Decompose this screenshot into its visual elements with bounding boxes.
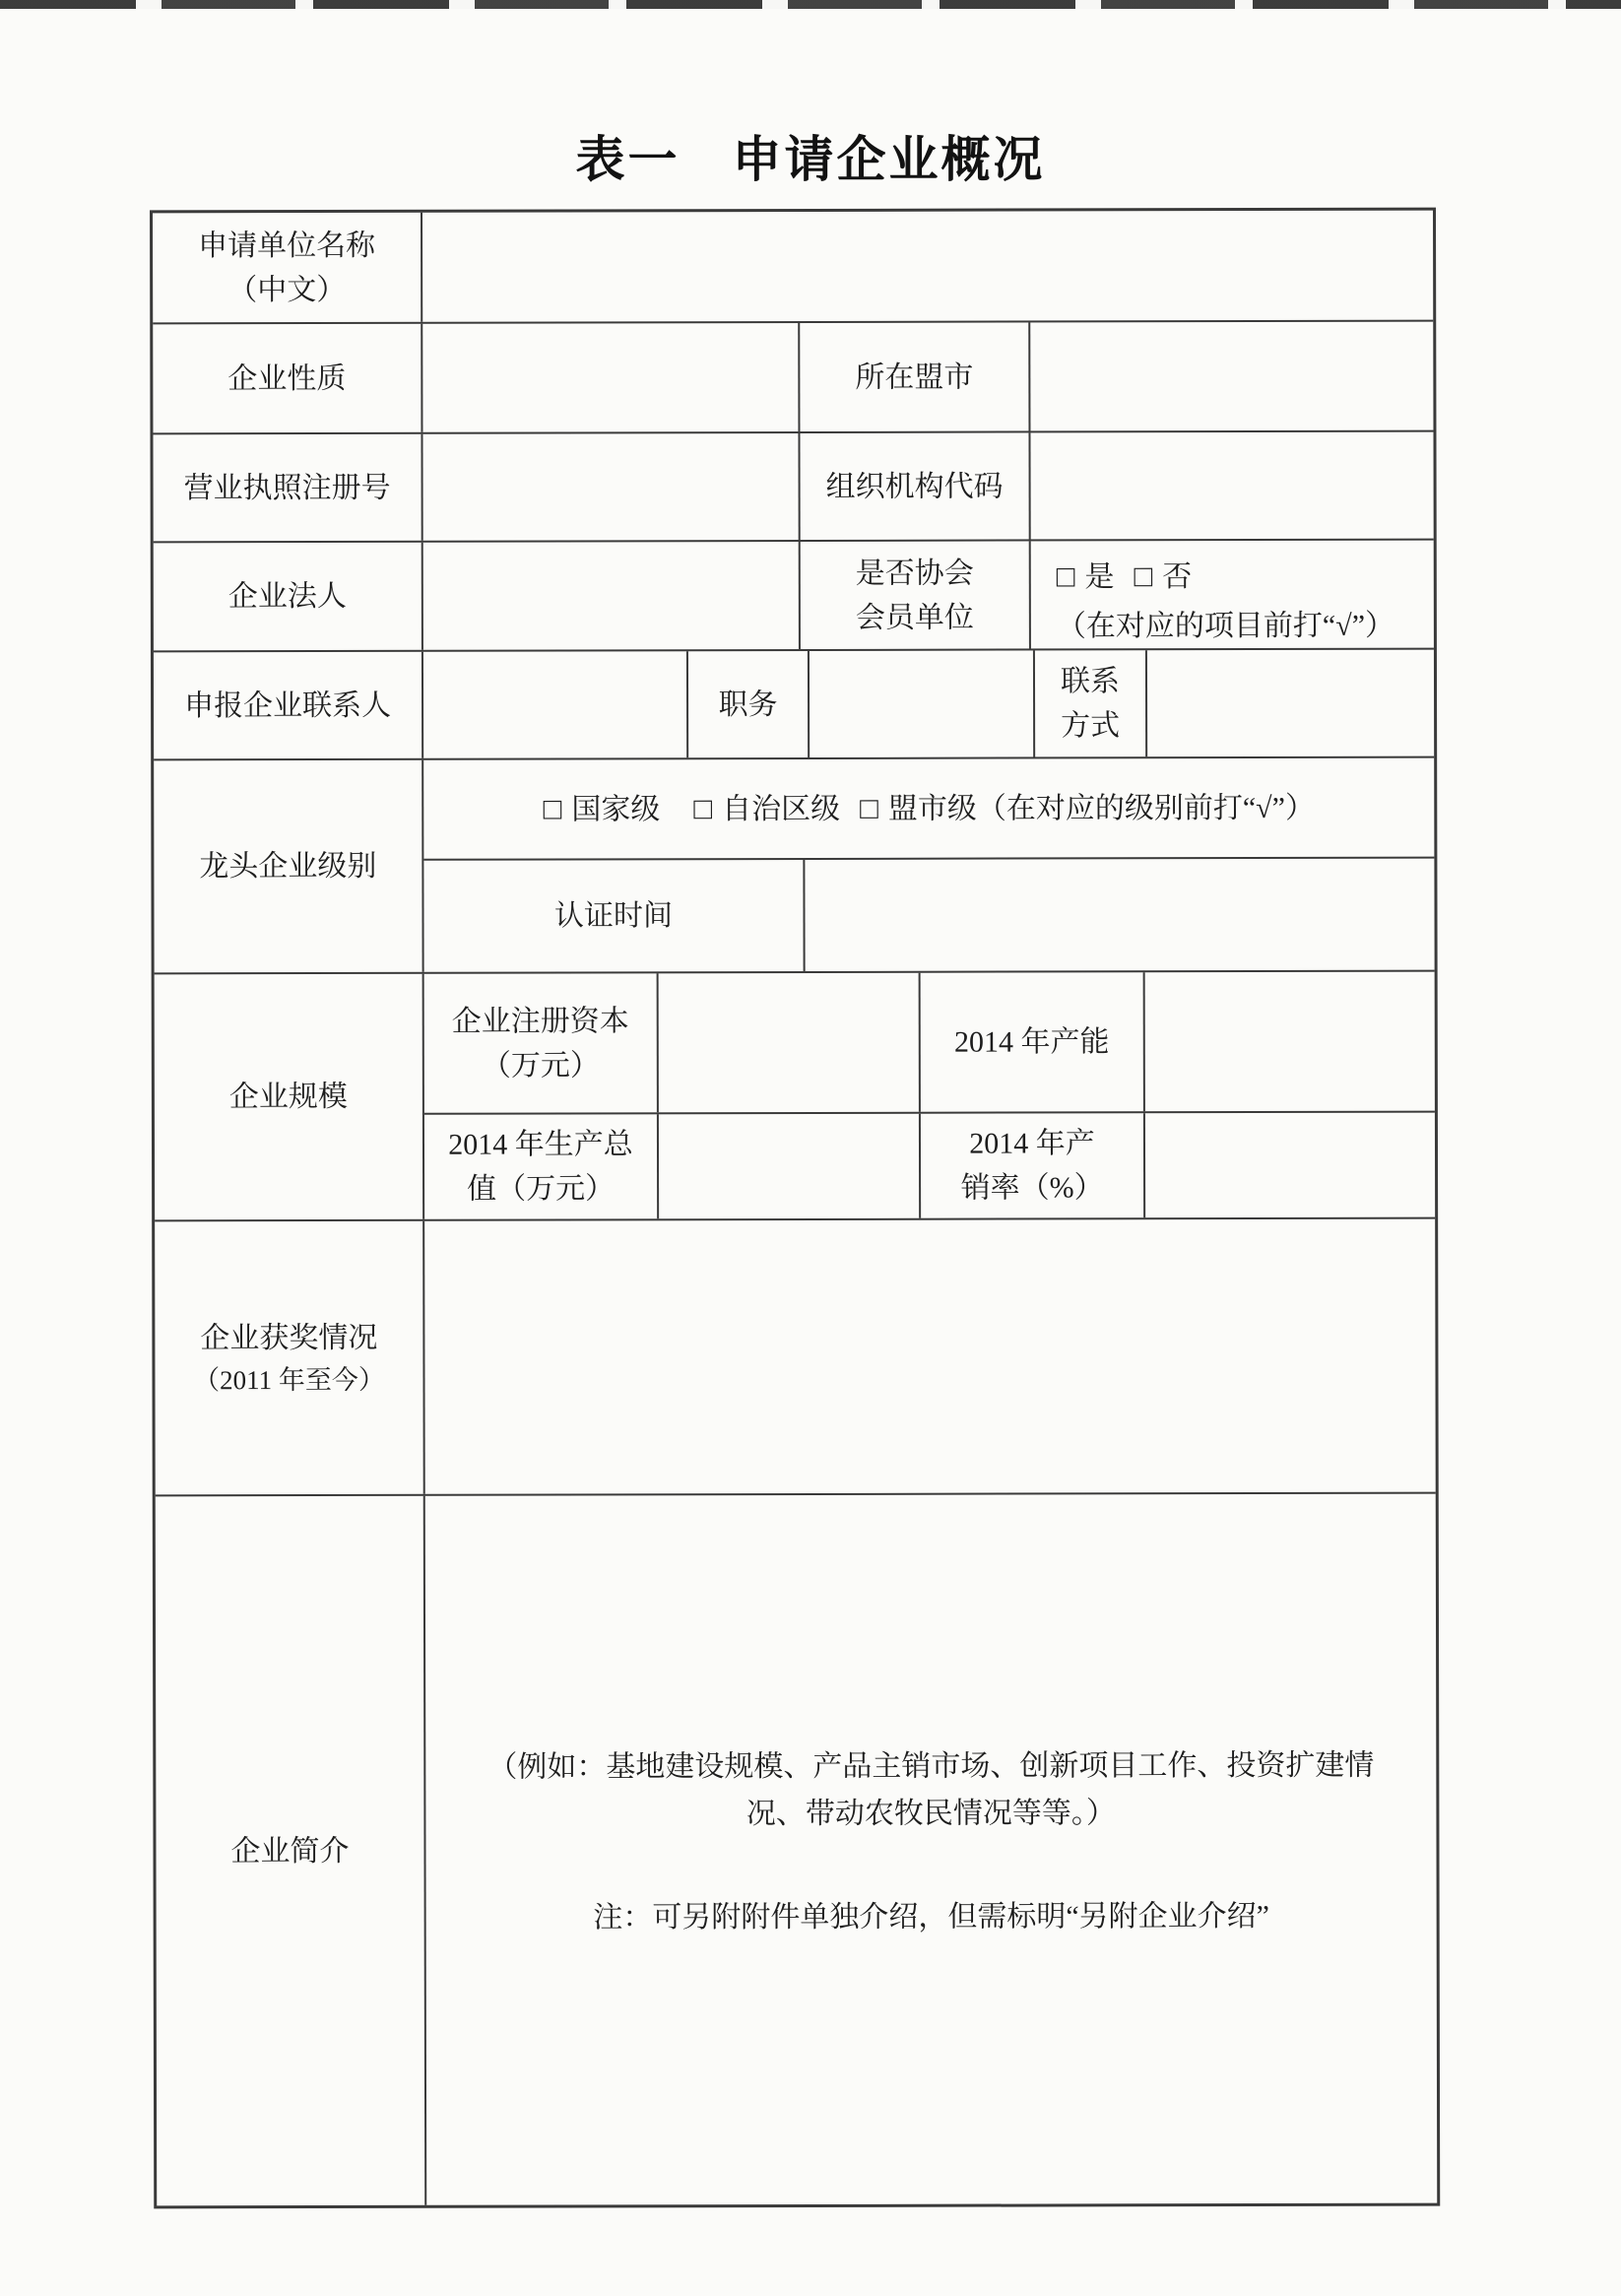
enterprise-nature-input[interactable] bbox=[422, 323, 800, 432]
legal-person-input[interactable] bbox=[423, 542, 801, 650]
league-city-input[interactable] bbox=[1030, 322, 1433, 431]
business-license-input[interactable] bbox=[422, 433, 800, 541]
sales-rate-2014-label: 2014 年产 销率（%） bbox=[921, 1113, 1145, 1217]
row-enterprise-scale bbox=[155, 972, 1436, 1222]
scale-subrow-1 bbox=[424, 972, 1435, 1115]
position-label: 职务 bbox=[688, 651, 810, 757]
row-leading-level bbox=[154, 758, 1434, 975]
cert-time-input[interactable] bbox=[805, 859, 1434, 971]
org-code-label: 组织机构代码 bbox=[800, 432, 1030, 539]
awards-label bbox=[155, 1221, 425, 1495]
cert-time-row bbox=[423, 859, 1434, 972]
checkbox-icon[interactable]: □ bbox=[1056, 558, 1075, 594]
leading-level-hint: （在对应的级别前打“√”） bbox=[976, 791, 1315, 825]
row-applicant-name bbox=[153, 211, 1433, 325]
contact-method-input[interactable] bbox=[1147, 650, 1434, 757]
option-assoc-no[interactable] bbox=[1134, 551, 1192, 602]
application-form-table bbox=[150, 208, 1440, 2209]
league-city-label: 所在盟市 bbox=[800, 322, 1030, 430]
option-level-national[interactable] bbox=[544, 786, 661, 832]
option-label: 国家级 bbox=[571, 793, 661, 826]
position-input[interactable] bbox=[810, 650, 1035, 756]
output-2014-label: 2014 年生产总 值（万元） bbox=[424, 1114, 659, 1218]
enterprise-scale-label: 企业规模 bbox=[155, 974, 425, 1220]
awards-label-line2: （2011 年至今） bbox=[193, 1364, 385, 1396]
option-label: 自治区级 bbox=[722, 792, 841, 825]
contact-person-input[interactable] bbox=[423, 651, 688, 758]
sales-rate-2014-input[interactable] bbox=[1145, 1113, 1435, 1218]
org-code-input[interactable] bbox=[1030, 432, 1433, 540]
applicant-name-input[interactable] bbox=[422, 211, 1433, 322]
checkbox-icon[interactable]: □ bbox=[693, 790, 713, 825]
leading-level-options-row bbox=[423, 758, 1434, 861]
scale-subrow-2 bbox=[424, 1113, 1435, 1219]
option-level-league[interactable] bbox=[860, 785, 977, 831]
assoc-member-hint: （在对应的项目前打“√”） bbox=[1056, 609, 1395, 642]
checkbox-icon[interactable]: □ bbox=[860, 790, 878, 825]
assoc-member-label: 是否协会 会员单位 bbox=[801, 541, 1031, 648]
applicant-name-label: 申请单位名称 （中文） bbox=[153, 213, 422, 323]
option-level-region[interactable] bbox=[693, 786, 840, 832]
row-awards bbox=[155, 1219, 1436, 1497]
contact-person-label: 申报企业联系人 bbox=[154, 652, 423, 759]
profile-input[interactable] bbox=[425, 1494, 1438, 2205]
row-contact-person bbox=[154, 650, 1434, 761]
enterprise-nature-label: 企业性质 bbox=[153, 324, 422, 433]
row-business-license bbox=[153, 432, 1433, 544]
reg-capital-label: 企业注册资本 （万元） bbox=[424, 973, 659, 1112]
capacity-2014-input[interactable] bbox=[1145, 972, 1435, 1112]
leading-level-options[interactable] bbox=[423, 758, 1434, 859]
output-2014-input[interactable] bbox=[659, 1114, 921, 1219]
profile-example-hint: （例如：基地建设规模、产品主销市场、创新项目工作、投资扩建情 况、带动农牧民情况等等。） bbox=[487, 1748, 1375, 1831]
leading-level-label: 龙头企业级别 bbox=[154, 760, 423, 973]
row-enterprise-nature bbox=[153, 322, 1433, 435]
cert-time-label: 认证时间 bbox=[423, 860, 805, 972]
business-license-label: 营业执照注册号 bbox=[153, 434, 422, 542]
legal-person-label: 企业法人 bbox=[154, 543, 423, 651]
capacity-2014-label: 2014 年产能 bbox=[921, 972, 1145, 1111]
row-profile bbox=[156, 1494, 1438, 2206]
option-label: 否 bbox=[1162, 560, 1193, 594]
option-label: 盟市级 bbox=[887, 792, 977, 825]
assoc-member-options[interactable] bbox=[1031, 541, 1434, 649]
profile-label: 企业简介 bbox=[156, 1496, 427, 2206]
page-title: 表一 申请企业概况 bbox=[575, 132, 1046, 187]
row-legal-person bbox=[154, 541, 1434, 653]
profile-note-hint: 注：可另附附件单独介绍，但需标明“另附企业介绍” bbox=[593, 1899, 1269, 1935]
checkbox-icon[interactable]: □ bbox=[1134, 558, 1153, 594]
contact-method-label: 联系 方式 bbox=[1035, 650, 1147, 756]
awards-label-line1: 企业获奖情况 bbox=[200, 1321, 378, 1355]
awards-input[interactable] bbox=[424, 1219, 1436, 1494]
option-label: 是 bbox=[1084, 560, 1115, 594]
checkbox-icon[interactable]: □ bbox=[543, 791, 562, 826]
reg-capital-input[interactable] bbox=[659, 973, 921, 1113]
option-assoc-yes[interactable] bbox=[1057, 551, 1115, 602]
scan-artifact-top bbox=[0, 0, 1621, 9]
